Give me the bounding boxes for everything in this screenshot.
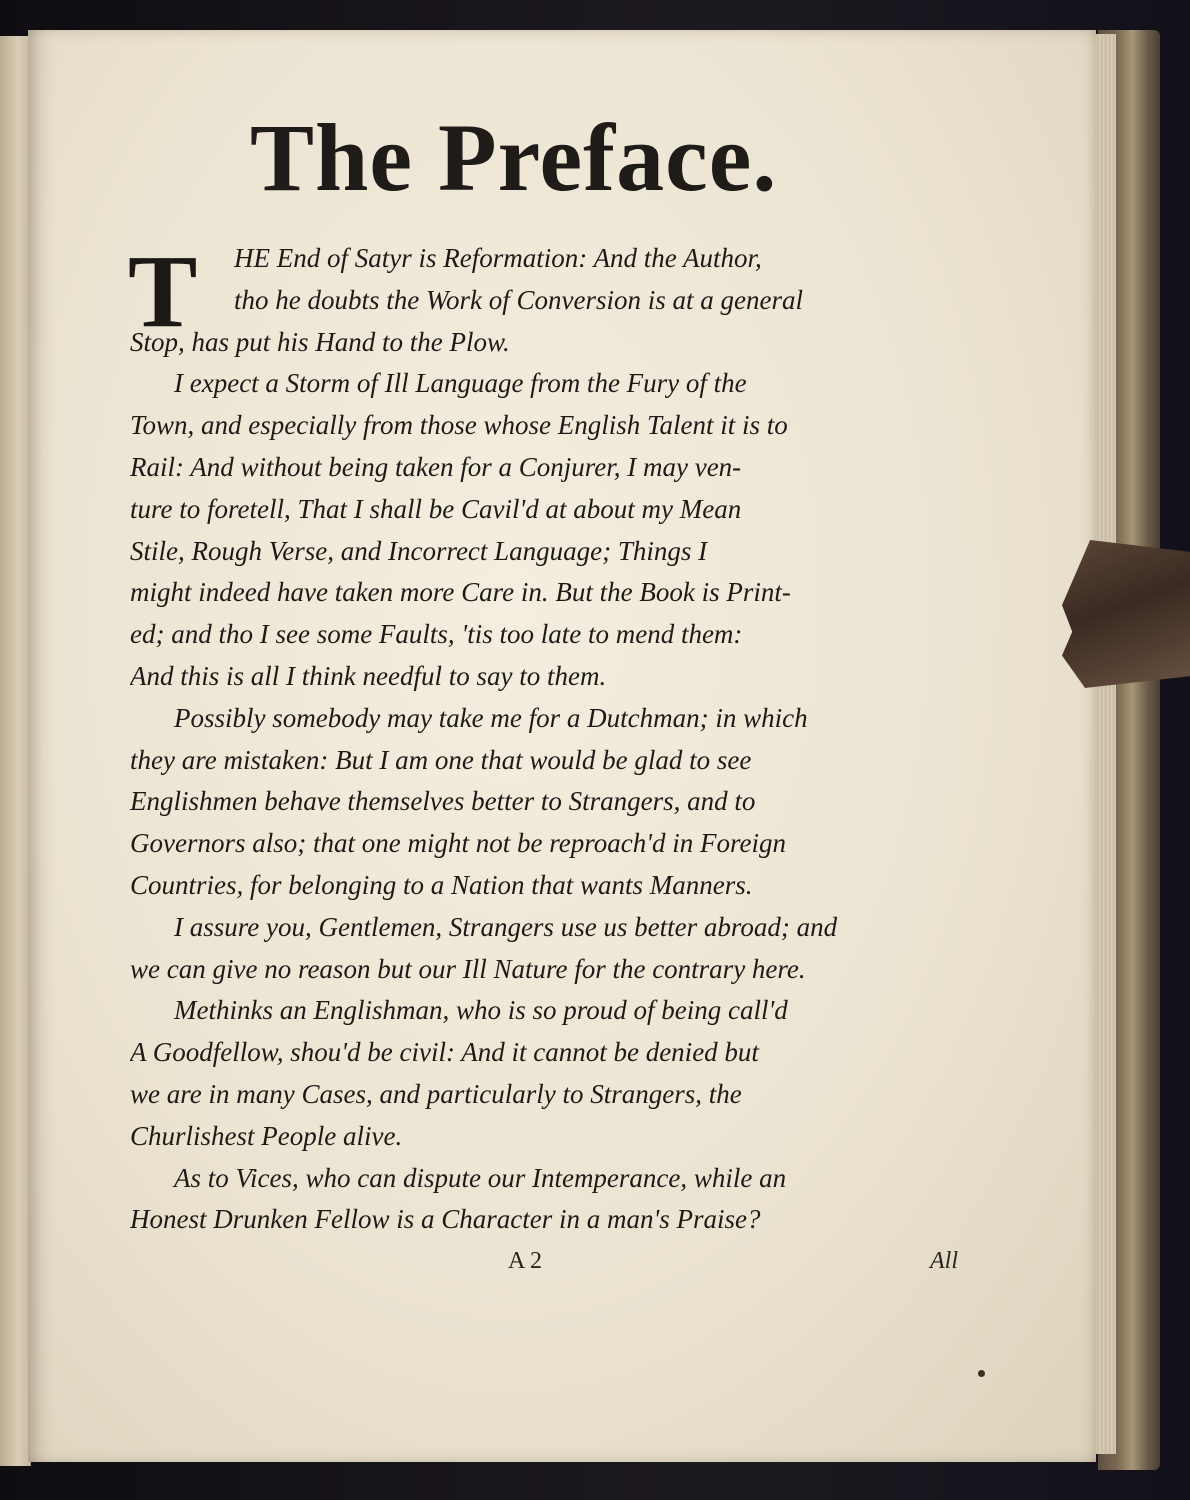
text-line: tho he doubts the Work of Conversion is at a general <box>234 284 803 315</box>
text-line: Town, and especially from those whose English Talent it is to <box>130 410 788 441</box>
metal-clasp <box>1062 540 1190 688</box>
text-line: they are mistaken: But I am one that would be glad to see <box>130 744 752 775</box>
text-line: Stile, Rough Verse, and Incorrect Language; Things I <box>130 535 708 566</box>
text-line: HE End of Satyr is Reformation: And the Author, <box>234 243 762 273</box>
text-line: Churlishest People alive. <box>130 1120 403 1151</box>
text-line: Englishmen behave themselves better to Strangers, and to <box>130 786 756 817</box>
preface-text <box>128 234 962 1241</box>
text-line: And this is all I think needful to say to them. <box>130 660 607 691</box>
text-line: Governors also; that one might not be reproach'd in Foreign <box>130 828 786 859</box>
drop-cap: T <box>128 234 198 349</box>
signature-mark: A 2 <box>508 1248 543 1274</box>
text-line: we are in many Cases, and particularly to Strangers, the <box>130 1078 742 1109</box>
text-line: Methinks an Englishman, who is so proud of being call'd <box>174 995 788 1026</box>
text-line: we can give no reason but our Ill Nature for the contrary here. <box>130 953 806 984</box>
text-line: Countries, for belonging to a Nation that wants Manners. <box>130 869 753 900</box>
page-title: The Preface. <box>250 104 778 211</box>
text-line: Stop, has put his Hand to the Plow. <box>130 326 510 357</box>
text-line: I assure you, Gentlemen, Strangers use us better abroad; and <box>174 911 838 942</box>
catchword: All <box>930 1248 958 1274</box>
text-line: ed; and tho I see some Faults, 'tis too late to mend them: <box>130 619 743 650</box>
ink-dot <box>978 1370 985 1377</box>
text-line: might indeed have taken more Care in. But the Book is Print- <box>130 577 791 608</box>
text-line: ture to foretell, That I shall be Cavil'd at about my Mean <box>130 493 742 524</box>
text-line: A Goodfellow, shou'd be civil: And it cannot be denied but <box>130 1037 759 1068</box>
facing-page-edge <box>0 36 31 1466</box>
text-line: I expect a Storm of Ill Language from the Fury of the <box>174 368 747 399</box>
printer-marks <box>200 58 500 74</box>
text-line: As to Vices, who can dispute our Intemperance, while an <box>174 1162 787 1193</box>
text-line: Rail: And without being taken for a Conjurer, I may ven- <box>130 451 742 482</box>
text-line: Possibly somebody may take me for a Dutchman; in which <box>174 702 808 733</box>
text-line: Honest Drunken Fellow is a Character in a man's Praise? <box>130 1204 761 1235</box>
